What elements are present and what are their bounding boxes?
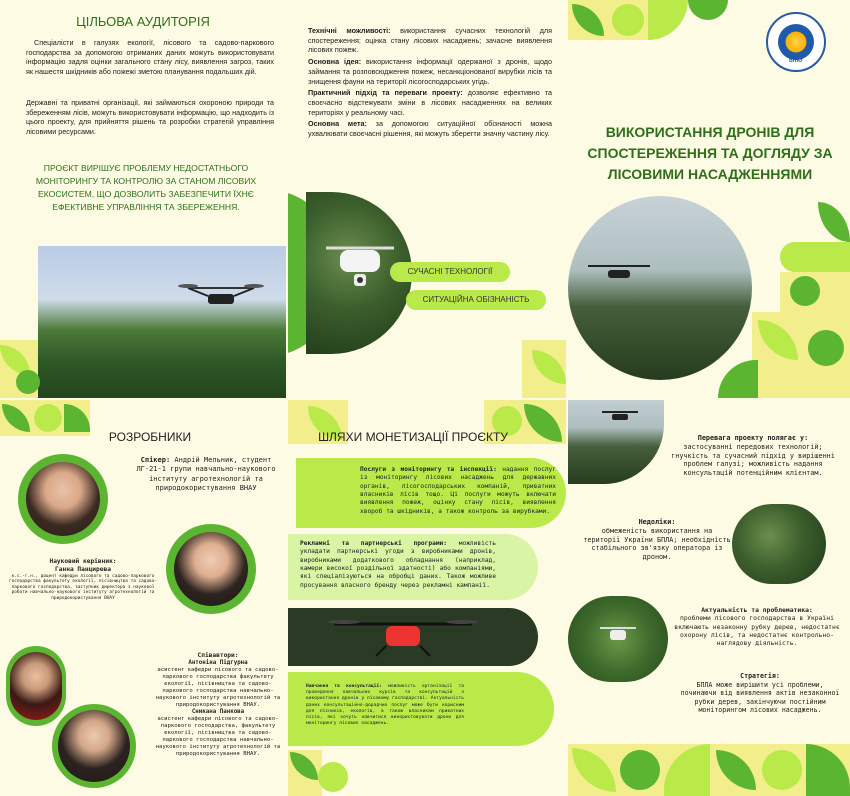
relevance-label: Актуальність та проблематика: [701,606,813,614]
cover-title: ВИКОРИСТАННЯ ДРОНІВ ДЛЯ СПОСТЕРЕЖЕННЯ ТА ДОГЛЯДУ ЗА ЛІСОВИМИ НАСАДЖЕННЯМИ [587,124,833,182]
drone-icon [600,408,640,428]
coauthor2-description: асистент кафедри лісового та садово-паркового господарства, факультету екології, лісівництва та садово-паркового господарства навчально-наукового інституту агротехнологій та природокористування ВНАУ. [155,716,281,758]
developers-title: РОЗРОБНИКИ [108,430,192,444]
decor-half [688,0,728,20]
problem-statement: ПРОЄКТ ВИРІШУЄ ПРОБЛЕМУ НЕДОСТАТНЬОГО МОНІТОРИНГУ ТА КОНТРОЛЮ ЗА СТАНОМ ЛІСОВИХ ЕКОСИСТЕМ, ЩО ДОЗВОЛИТЬ ЗАБЕЗПЕЧИТИ ЇХНЄ ЕФЕКТИВНЕ УПРАВЛІННЯ ТА ЗБЕРЕЖЕННЯ. [35,163,257,212]
monetization-box-3 [288,672,554,746]
cover-panel [568,0,850,398]
decor-circle [34,404,62,432]
decor-circle [762,750,802,790]
target-audience-panel [0,0,286,398]
info-item: Практичний підхід та переваги проекту: дозволяє ефективно та своєчасно відстежувати зміни в лісових насадженнях на великих територіях у реальному часі. [308,88,552,117]
decor-leaf [818,202,850,242]
monetization-panel [288,400,566,796]
supervisor-name: Ганна Панцирева [55,565,111,573]
decor-circle [790,276,820,306]
decor-circle [612,4,644,36]
cover-drone-photo [568,196,752,380]
decor-circle [808,330,844,366]
training-consulting-text: Навчання та консультації: можливість організації та проведення навчальних курсів та консультацій з використання дронів у лісовому господарстві. Актуальність даних консультаційно-дорадчих послуг може бути корисним для лісників, екологів, а також власникам приватних лісів, які хочуть навчитися використовувати дрони для моніторингу лісових насаджень. [306,684,464,727]
coauthor1-name: Антоніна Підгурна [188,659,248,666]
project-info-list [308,26,552,139]
info-item: Основна мета: за допомогою ситуаційної обізнаності можна ухвалювати своєчасні рішення, які можуть зберегти значну частину лісу. [308,119,552,139]
supervisor-photo-ring [166,524,256,614]
drone-icon [178,280,268,320]
advantages-label: Перевага проекту полягає у: [697,434,809,442]
speaker-info: Спікер: Андрій Мельник, студент ЛГ-21-1 групи навчально-наукового інституту агротехнологій та природокористування ВНАУ [136,456,276,493]
audience-paragraph-1: Спеціалісти в галузях екології, лісового та садово-паркового господарства за допомогою отриманих даних можуть використовувати інформацію задля оцінки загального стану лісу, виявлення загроз, таких як нашестя шкідників або пожежі зметою планування подальших дій. [26,38,274,77]
coauthors-info [150,652,286,758]
decor-half [780,242,850,272]
coauthor2-avatar [58,710,130,782]
coauthor2-photo-ring [52,704,136,788]
coauthor1-photo-ring [6,646,66,726]
target-audience-title: ЦІЛЬОВА АУДИТОРІЯ [76,14,210,29]
situational-awareness-pill: СИТУАЦІЙНА ОБІЗНАНІСТЬ [406,290,546,310]
disadvantages-text: обмеженість використання на території України БПЛА; необхідність стабільного зв'язку оператора із дроном. [583,526,731,562]
disadvantages-block [582,518,732,562]
drone-icon [584,260,654,290]
relevance-text: проблеми лісового господарства в Україні включають незаконну рубку дерев, недостатнє охорону лісів, та недостатнє контрольно-наглядову діяльність. [674,614,840,648]
monetization-box-2 [288,534,538,600]
drone-sky-photo [568,400,664,484]
logo-text: ВНАУ [789,58,803,64]
drone-icon [328,616,478,658]
strategy-label: Стратегія: [740,672,780,680]
forest-canopy-photo [732,504,826,584]
monetization-box-1 [296,458,566,528]
monitoring-services-text: Послуги з моніторингу та інспекції: надання послуг із моніторингу лісових насаджень для державних органів, лісогосподарських компаній, приватних власників лісів тощо. Ці послуги можуть включати виявлення пожеж, оцінку стану лісів, виявлення хвороб та шкідників, а також контроль за вирубками. [360,466,556,515]
advantages-panel [568,400,850,796]
disadvantages-label: Недоліки: [638,518,676,526]
speaker-photo-ring [18,454,108,544]
project-info-panel [288,0,566,398]
modern-tech-pill: СУЧАСНІ ТЕХНОЛОГІЇ [390,262,510,282]
supervisor-info [8,558,158,601]
monetization-title: ШЛЯХИ МОНЕТИЗАЦІЇ ПРОЄКТУ [318,430,508,444]
supervisor-avatar [174,532,248,606]
strategy-block [680,672,840,715]
drone-icon [598,622,638,650]
audience-paragraph-2: Державні та приватні організації, які займаються охороною природи та збереженням лісів, можуть використовувати інформацію, що надходить із цього проекту, для прийняття рішень та розробки стратегій управління лісовими ресурсами. [26,98,274,137]
drone-over-forest-photo [568,596,668,682]
coauthor1-description: асистент кафедри лісового та садово-паркового господарства факультету екології, лісівництва та садово-паркового господарства навчально-наукового інституту агротехнологій та природокористування ВНАУ. [155,666,281,708]
decor-circle [318,762,348,792]
drone-icon [320,232,400,302]
university-logo [766,12,826,72]
partnership-programs-text: Рекламні та партнерські програми: можливість укладати партнерські угоди з виробниками дронів, виробниками додаткового обладнання (наприклад, камери високої роздільної здатності) або компаніями, які спеціалізуються на обробці даних. Також можливе просування власного бренду через рекламні кампанії. [300,540,496,589]
decor-quarter [718,360,758,398]
coauthor1-avatar [10,652,62,720]
relevance-block [672,606,842,648]
speaker-avatar [26,462,100,536]
info-item: Технічні можливості: використання сучасних технологій для спостереження; оцінка стану лісових насаджень; зачасне виявлення лісових пожеж. [308,26,552,55]
advantages-block [668,434,838,478]
decor-quarter [648,0,688,40]
info-item: Основна ідея: використання інформації одержаної з дронів, щодо займання та розповсюдження пожеж, несанкціонованої вирубки лісів та знищення фауни на території лісогосподарських угідь. [308,57,552,86]
supervisor-description: к.с.-г.н., доцент кафедри лісового та садово-паркового господарства факультету екології, лісівництва та садово-паркового господарства, заступник директора з наукової роботи навчально-наукового інституту агротехнологій та природокористування ВНАУ [8,573,158,601]
advantages-text: застосуванні передових технологій; гнучкість та сучасний підхід у вирішенні проблем галузі; можливість надання консультацій потенційним клієнтам. [671,442,835,478]
agri-drone-photo [288,608,538,666]
forest-drone-photo [38,246,286,398]
coauthor2-name: Сникана Панкова [191,708,245,715]
supervisor-label: Науковий керівник: [49,558,117,565]
decor-circle [16,370,40,394]
coauthors-label: Співавтори: [197,652,239,659]
developers-panel [0,400,286,796]
logo-emblem-icon [778,24,814,60]
strategy-text: БПЛА може вирішити усі проблеми, починаючи від виявлення актів незаконної рубки дерев, закінчуючи постійним моніторингом лісових насаджень. [680,680,840,715]
decor-circle [620,750,660,790]
